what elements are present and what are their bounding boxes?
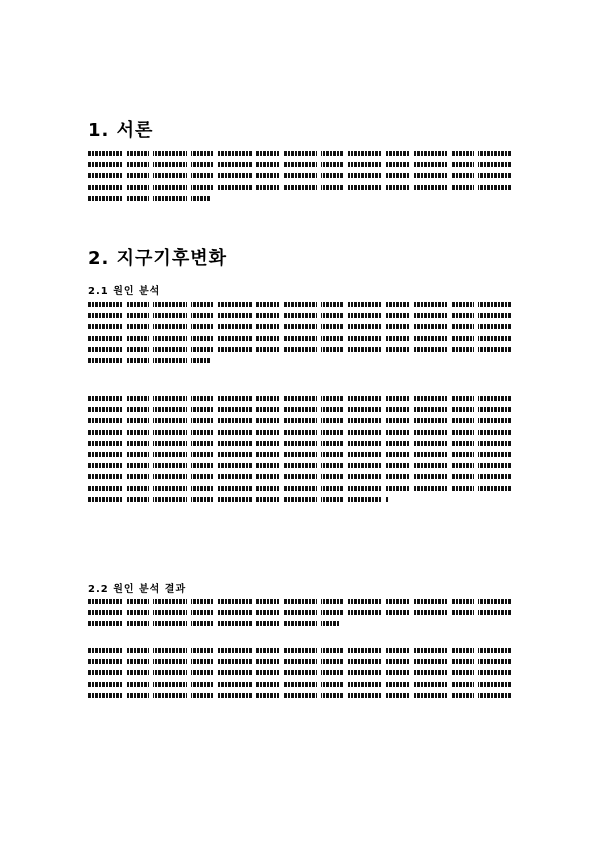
text-line (88, 407, 513, 412)
section-title: 서론 (116, 120, 154, 141)
text-line (88, 302, 513, 307)
text-line (88, 659, 513, 664)
text-line (88, 396, 513, 401)
text-line (88, 162, 513, 167)
subsection-title: 원인 분석 결과 (113, 584, 187, 595)
text-line (88, 185, 513, 190)
text-line (88, 358, 210, 363)
text-line (88, 347, 513, 352)
text-line (88, 486, 513, 491)
text-line (88, 599, 513, 604)
subsection-heading-2-2 (88, 580, 186, 595)
text-line (88, 648, 513, 653)
text-line (88, 497, 388, 502)
section-number: 1. (88, 120, 110, 141)
text-line (88, 621, 340, 626)
text-line (88, 173, 513, 178)
text-line (88, 418, 513, 423)
text-line (88, 474, 513, 479)
subsection-title: 원인 분석 (113, 286, 161, 297)
section-heading-1 (88, 116, 153, 142)
text-line (88, 324, 513, 329)
subsection-number: 2.2 (88, 584, 109, 595)
text-line (88, 463, 513, 468)
paragraph-2-2-b (88, 648, 513, 704)
paragraph-2-1-a (88, 302, 513, 369)
text-line (88, 693, 513, 698)
subsection-number: 2.1 (88, 286, 109, 297)
subsection-heading-2-1 (88, 282, 160, 297)
paragraph-intro (88, 151, 513, 207)
text-line (88, 610, 513, 615)
paragraph-2-1-b (88, 396, 513, 508)
text-line (88, 452, 513, 457)
text-line (88, 430, 513, 435)
text-line (88, 441, 513, 446)
text-line (88, 682, 513, 687)
paragraph-2-2-a (88, 599, 513, 633)
section-heading-2 (88, 244, 227, 270)
section-number: 2. (88, 248, 110, 269)
text-line (88, 313, 513, 318)
text-line (88, 151, 513, 156)
section-title: 지구기후변화 (116, 248, 227, 269)
text-line (88, 196, 211, 201)
text-line (88, 670, 513, 675)
text-line (88, 336, 513, 341)
